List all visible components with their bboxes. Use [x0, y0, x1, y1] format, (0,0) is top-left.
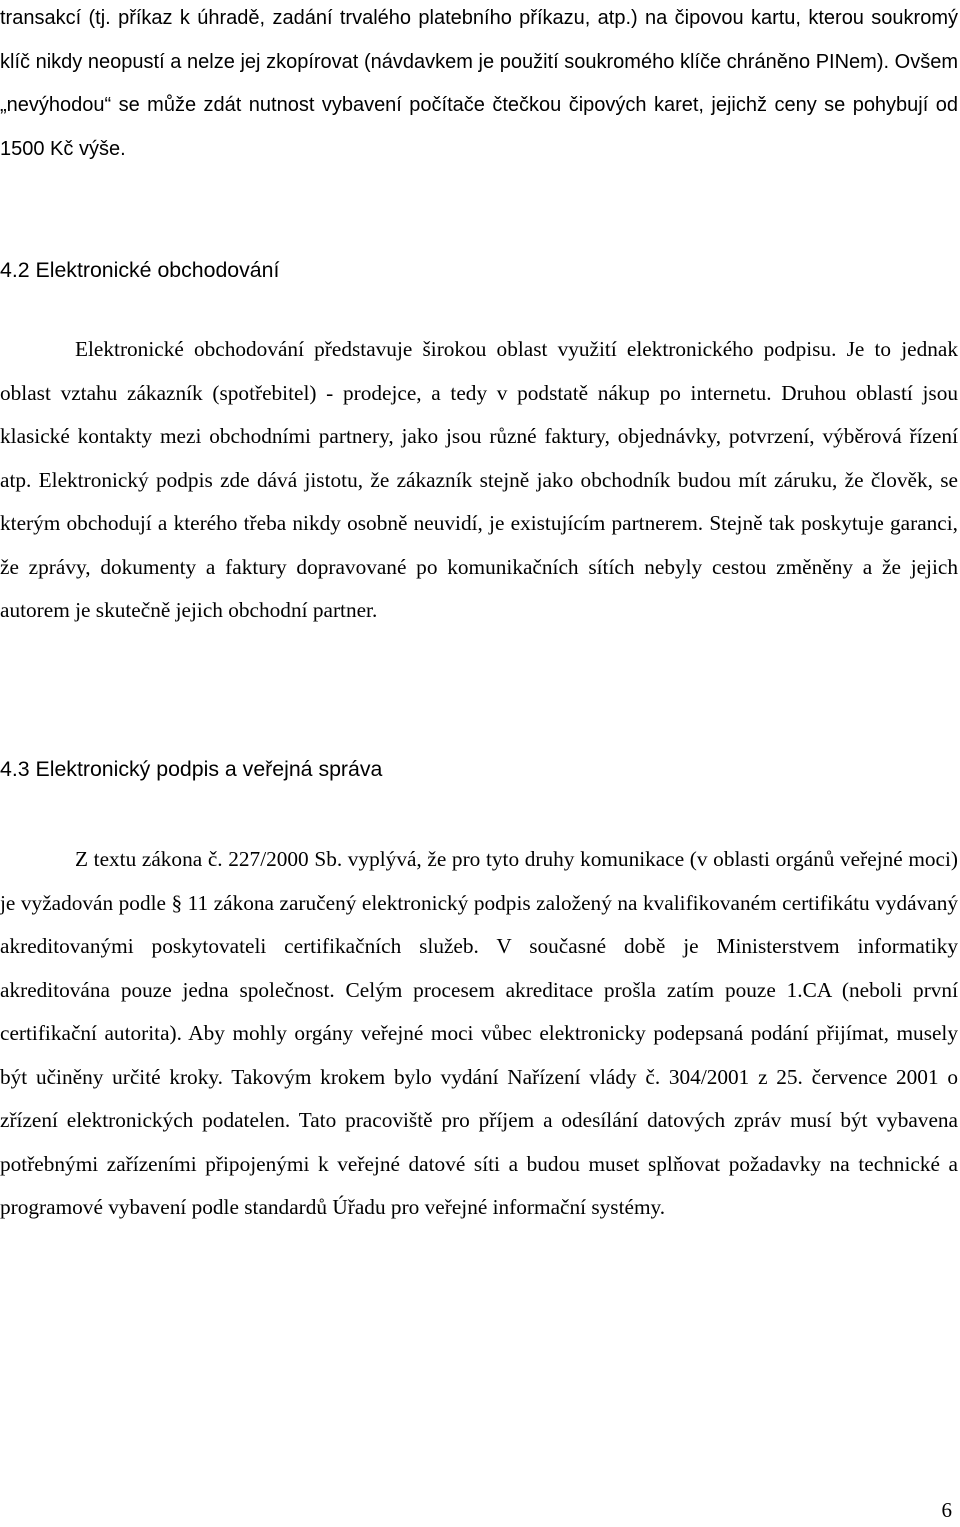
section-4-3-paragraph: Z textu zákona č. 227/2000 Sb. vyplývá, že pro tyto druhy komunikace (v oblasti orgánů veřejné moci) je vyžadován podle § 11 zákona zaručený elektronický podpis založený na kvalifikovaném certifikátu vydávaný akreditovanými poskytovateli certifikačních služeb. V současné době je Ministerstvem informatiky akreditována pouze jedna společnost. Celým procesem akreditace prošla zatím pouze 1.CA (neboli první certifikační autorita). Aby mohly orgány veřejné moci vůbec elektronicky podepsaná podání přijímat, musely být učiněny určité kroky. Takovým krokem bylo vydání Nařízení vlády č. 304/2001 z 25. července 2001 o zřízení elektronických podatelen. Tato pracoviště pro příjem a odesílání datových zpráv musí být vybavena potřebnými zařízeními připojenými k veřejné datové síti a budou muset splňovat požadavky na technické a programové vybavení podle standardů Úřadu pro veřejné informační systémy.	[0, 847, 958, 1219]
intro-paragraph: transakcí (tj. příkaz k úhradě, zadání trvalého platebního příkazu, atp.) na čipovou kartu, kterou soukromý klíč nikdy neopustí a nelze jej zkopírovat (návdavkem je použití soukromého klíče chráněno PINem). Ovšem „nevýhodou“ se může zdát nutnost vybavení počítače čtečkou čipových karet, jejichž ceny se pohybují od 1500 Kč výše.	[0, 7, 958, 160]
section-heading-4-2: 4.2 Elektronické obchodování	[0, 258, 280, 282]
section-4-2-paragraph: Elektronické obchodování představuje širokou oblast využití elektronického podpisu. Je to jednak oblast vztahu zákazník (spotřebitel) - prodejce, a tedy v podstatě nákup po internetu. Druhou oblastí jsou klasické kontakty mezi obchodními partnery, jako jsou různé faktury, objednávky, potvrzení, výběrová řízení atp. Elektronický podpis zde dává jistotu, že zákazník stejně jako obchodník budou mít záruku, že člověk, se kterým obchodují a kterého třeba nikdy osobně neuvidí, je existujícím partnerem. Stejně tak poskytuje garanci, že zprávy, dokumenty a faktury dopravované po komunikačních sítích nebyly cestou změněny a že jejich autorem je skutečně jejich obchodní partner.	[0, 337, 958, 622]
page-number: 6	[941, 1498, 952, 1522]
section-heading-4-3: 4.3 Elektronický podpis a veřejná správa	[0, 757, 383, 781]
